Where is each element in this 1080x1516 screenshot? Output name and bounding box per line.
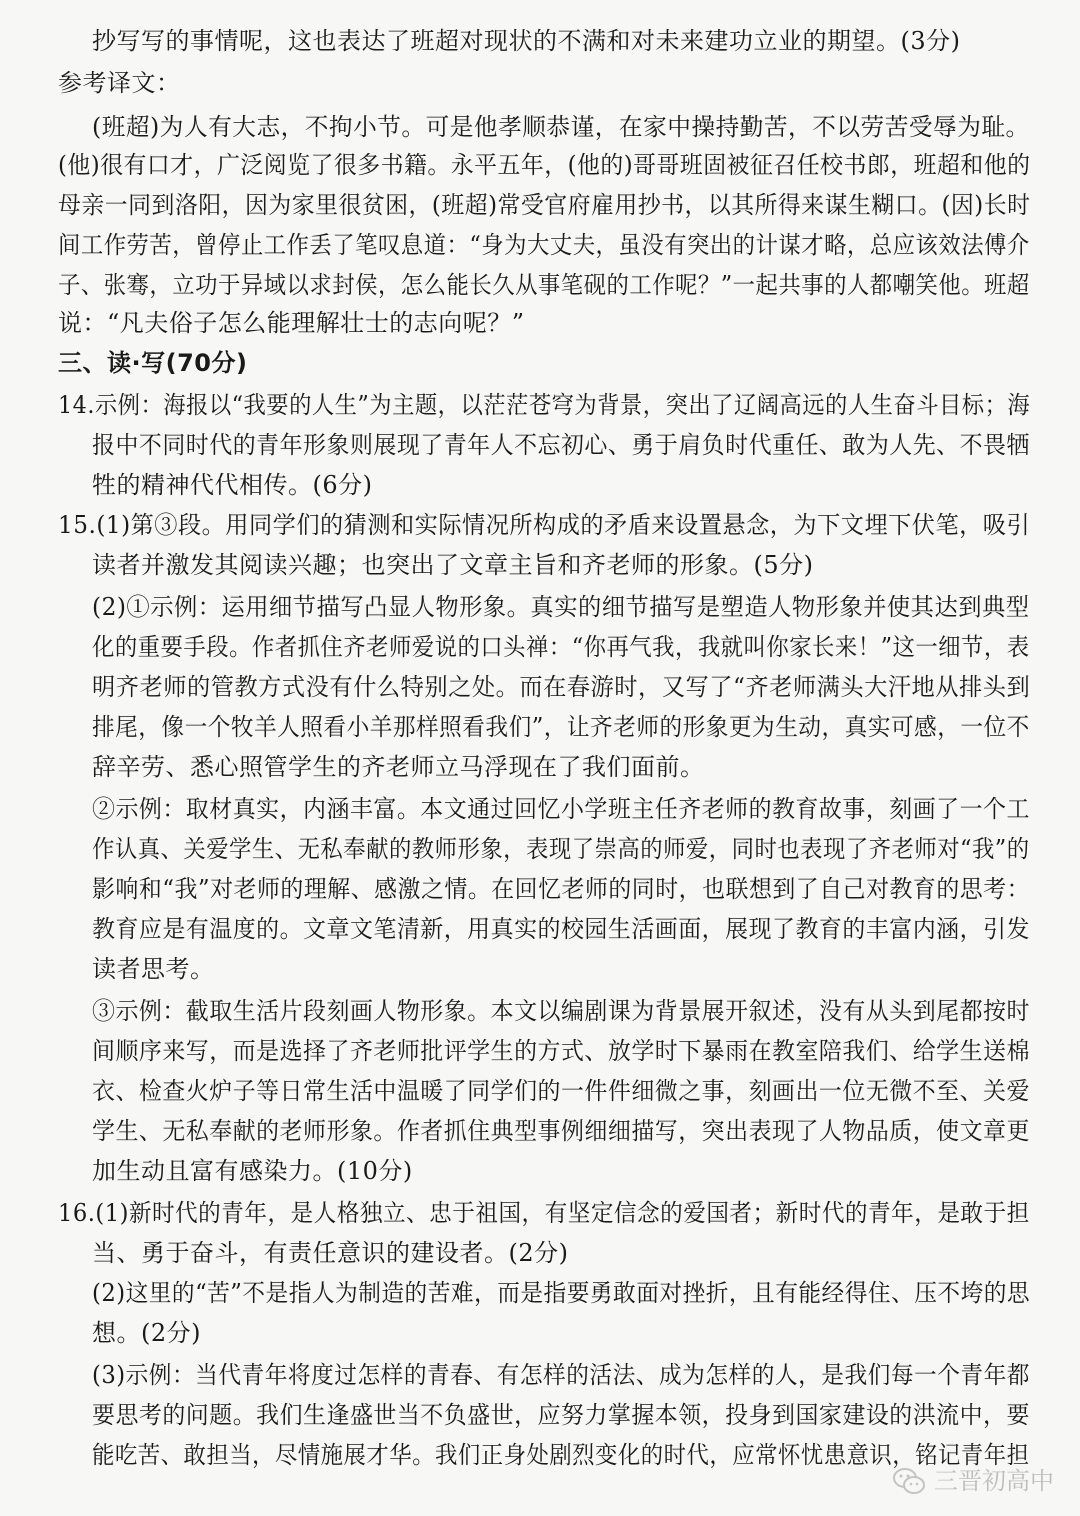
wechat-icon (892, 1466, 926, 1496)
text-line: ③示例：截取生活片段刻画人物形象。本文以编剧课为背景展开叙述，没有从头到尾都按时 (92, 997, 1030, 1025)
watermark (892, 1464, 1054, 1498)
text-line: 学生、无私奉献的老师形象。作者抓住典型事例细细描写，突出表现了人物品质，使文章更 (92, 1117, 1030, 1145)
text-line: 报中不同时代的青年形象则展现了青年人不忘初心、勇于肩负时代重任、敢为人先、不畏牺 (92, 431, 1030, 459)
text-line: 间工作劳苦，曾停止工作丢了笔叹息道：“身为大丈夫，虽没有突出的计谋才略，总应该效法傅介 (58, 231, 1030, 259)
text-line: 化的重要手段。作者抓住齐老师爱说的口头禅：“你再气我，我就叫你家长来！”这一细节，表 (92, 633, 1030, 661)
text-line: 读者思考。 (92, 955, 215, 983)
text-line: 辞辛劳、悉心照管学生的齐老师立马浮现在了我们面前。 (92, 753, 705, 781)
text-line: (3)示例：当代青年将度过怎样的青春、有怎样的活法、成为怎样的人，是我们每一个青年都 (92, 1361, 1030, 1389)
text-line: (2)这里的“苦”不是指人为制造的苦难，而是指要勇敢面对挫折，且有能经得住、压不垮的思 (92, 1279, 1031, 1307)
text-line: 牲的精神代代相传。(6分) (92, 471, 373, 499)
text-line: 参考译文： (58, 69, 181, 97)
text-line: 明齐老师的管教方式没有什么特别之处。而在春游时，又写了“齐老师满头大汗地从排头到 (92, 673, 1031, 701)
text-line: 影响和“我”对老师的理解、感激之情。在回忆老师的同时，也联想到了自己对教育的思考： (92, 875, 1031, 903)
text-line: 16.(1)新时代的青年，是人格独立、忠于祖国，有坚定信念的爱国者；新时代的青年，是敢于担 (58, 1199, 1030, 1227)
text-line: 作认真、关爱学生、无私奉献的教师形象，表现了崇高的师爱，同时也表现了齐老师对“我”的 (92, 835, 1030, 863)
text-line: 教育应是有温度的。文章文笔清新，用真实的校园生活画面，展现了教育的丰富内涵，引发 (92, 915, 1030, 943)
section-heading: 三、读·写(70分) (58, 349, 248, 377)
text-line: 能吃苦、敢担当，尽情施展才华。我们正身处剧烈变化的时代，应常怀忧患意识，铭记青年担 (92, 1441, 1030, 1469)
text-line: 要思考的问题。我们生逢盛世当不负盛世，应努力掌握本领，投身到国家建设的洪流中，要 (92, 1401, 1030, 1429)
text-line: 衣、检查火炉子等日常生活中温暖了同学们的一件件细微之事，刻画出一位无微不至、关爱 (92, 1077, 1030, 1105)
text-line: 当、勇于奋斗，有责任意识的建设者。(2分) (92, 1239, 569, 1267)
text-line: 想。(2分) (92, 1319, 201, 1347)
text-line: 说：“凡夫俗子怎么能理解壮士的志向呢？” (58, 309, 525, 337)
watermark-text: 三晋初高中 (934, 1467, 1054, 1495)
text-line: 抄写写的事情呢，这也表达了班超对现状的不满和对未来建功立业的期望。(3分) (92, 27, 961, 55)
text-line: 14.示例：海报以“我要的人生”为主题，以茫茫苍穹为背景，突出了辽阔高远的人生奋斗目标；海 (58, 391, 1031, 419)
text-line: 加生动且富有感染力。(10分) (92, 1157, 413, 1185)
text-line: 子、张骞，立功于异域以求封侯，怎么能长久从事笔砚的工作呢？”一起共事的人都嘲笑他。班超 (58, 271, 1030, 299)
text-line: 排尾，像一个牧羊人照看小羊那样照看我们”，让齐老师的形象更为生动，真实可感，一位不 (92, 713, 1030, 741)
text-line: ②示例：取材真实，内涵丰富。本文通过回忆小学班主任齐老师的教育故事，刻画了一个工 (92, 795, 1030, 823)
text-line: (他)很有口才，广泛阅览了很多书籍。永平五年，(他的)哥哥班固被征召任校书郎，班超和他的 (58, 151, 1031, 179)
text-line: 母亲一同到洛阳，因为家里很贫困，(班超)常受官府雇用抄书，以其所得来谋生糊口。(因)长时 (58, 191, 1031, 219)
text-line: 15.(1)第③段。用同学们的猜测和实际情况所构成的矛盾来设置悬念，为下文埋下伏笔，吸引 (58, 511, 1031, 539)
text-line: (2)①示例：运用细节描写凸显人物形象。真实的细节描写是塑造人物形象并使其达到典型 (92, 593, 1030, 621)
text-line: 间顺序来写，而是选择了齐老师批评学生的方式、放学时下暴雨在教室陪我们、给学生送棉 (92, 1037, 1030, 1065)
text-line: 读者并激发其阅读兴趣；也突出了文章主旨和齐老师的形象。(5分) (92, 551, 814, 579)
text-line: (班超)为人有大志，不拘小节。可是他孝顺恭谨，在家中操持勤苦，不以劳苦受辱为耻。 (92, 113, 1030, 141)
